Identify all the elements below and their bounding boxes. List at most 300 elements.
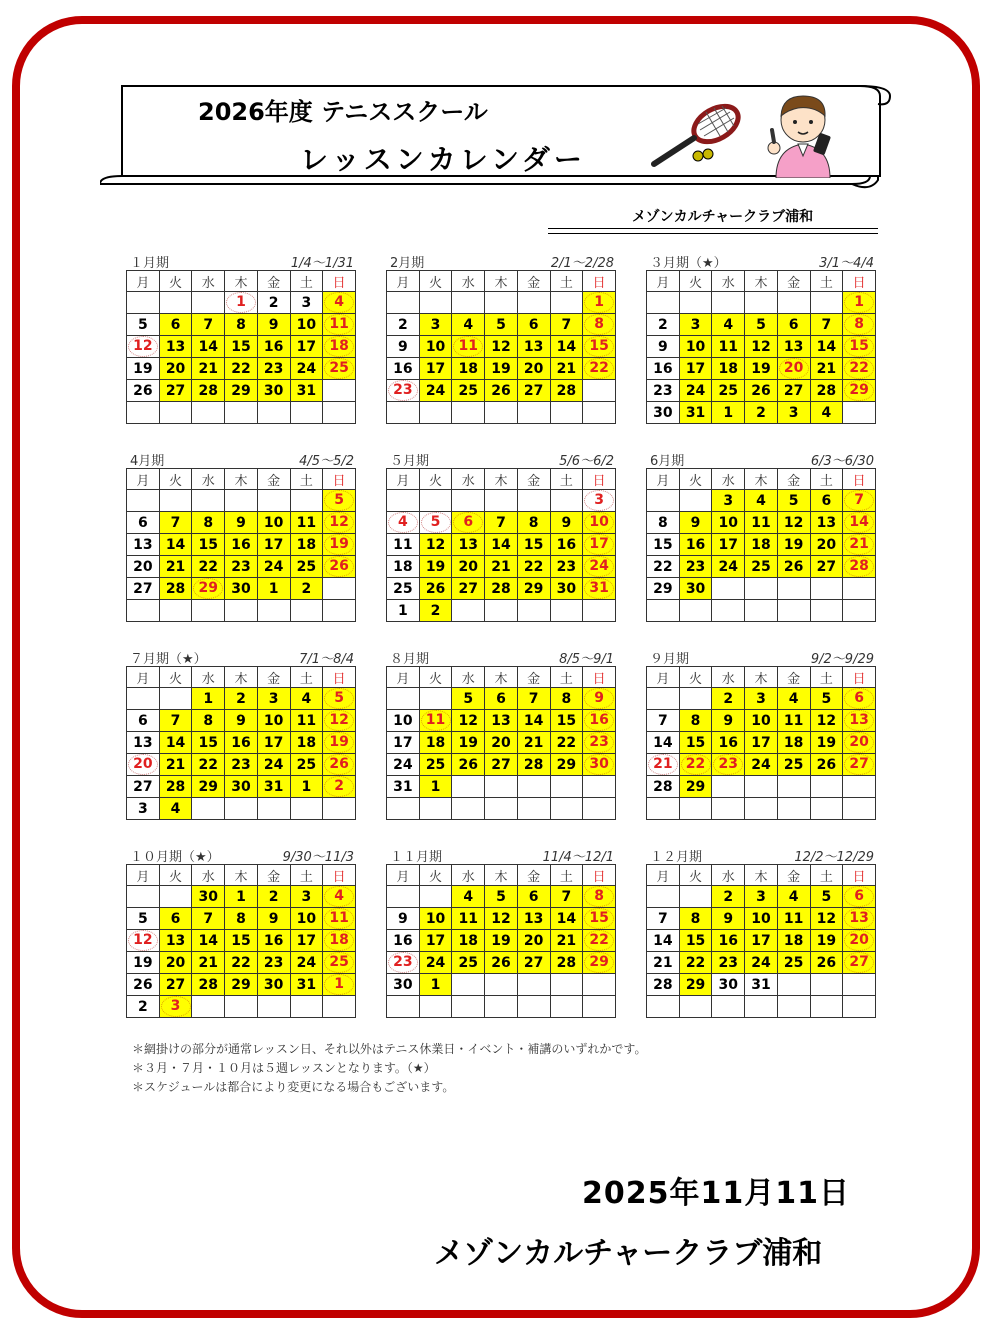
day-cell bbox=[127, 578, 160, 600]
day-number: 13 bbox=[844, 710, 874, 731]
day-number: 15 bbox=[584, 336, 614, 357]
day-cell bbox=[192, 754, 225, 776]
day-number: 28 bbox=[816, 382, 837, 399]
day-number: 24 bbox=[425, 382, 446, 399]
weekday-label: 水 bbox=[452, 469, 485, 490]
day-number: 3 bbox=[161, 996, 191, 1017]
day-cell bbox=[257, 556, 290, 578]
day-cell bbox=[387, 710, 420, 732]
week-row bbox=[647, 974, 876, 996]
month-table bbox=[646, 270, 876, 424]
day-cell bbox=[127, 908, 160, 930]
day-cell bbox=[712, 754, 745, 776]
day-number: 6 bbox=[844, 886, 874, 907]
weekday-label: 木 bbox=[485, 271, 518, 292]
week-row bbox=[127, 292, 356, 314]
month-table bbox=[126, 468, 356, 622]
weekday-label: 火 bbox=[679, 271, 712, 292]
month-header bbox=[126, 646, 356, 666]
day-number: 5 bbox=[821, 888, 832, 905]
day-cell bbox=[550, 886, 583, 908]
empty-cell bbox=[745, 776, 778, 798]
day-number: 31 bbox=[751, 976, 771, 993]
day-cell bbox=[550, 534, 583, 556]
day-cell bbox=[647, 974, 680, 996]
empty-cell bbox=[452, 490, 485, 512]
day-cell bbox=[225, 292, 258, 314]
day-number: 7 bbox=[844, 490, 874, 511]
day-number: 15 bbox=[584, 908, 614, 929]
empty-cell bbox=[517, 600, 550, 622]
weekday-label: 土 bbox=[550, 667, 583, 688]
day-number: 1 bbox=[236, 888, 246, 905]
day-cell bbox=[225, 952, 258, 974]
day-cell bbox=[517, 314, 550, 336]
week-row bbox=[127, 754, 356, 776]
day-cell bbox=[127, 930, 160, 952]
day-cell bbox=[159, 534, 192, 556]
day-number: 23 bbox=[231, 558, 251, 575]
day-number: 1 bbox=[324, 974, 354, 995]
day-cell bbox=[225, 380, 258, 402]
weekday-label: 月 bbox=[387, 667, 420, 688]
instructor-illustration bbox=[758, 86, 848, 182]
weekday-label: 日 bbox=[843, 271, 876, 292]
month-calendar bbox=[646, 844, 876, 1018]
weekday-label: 月 bbox=[387, 469, 420, 490]
empty-cell bbox=[127, 292, 160, 314]
day-cell bbox=[810, 534, 843, 556]
day-number: 27 bbox=[844, 754, 874, 775]
empty-cell bbox=[485, 292, 518, 314]
day-cell bbox=[257, 710, 290, 732]
month-name: ８月期 bbox=[390, 652, 430, 667]
day-cell bbox=[192, 776, 225, 798]
week-row bbox=[387, 930, 616, 952]
day-number: 19 bbox=[133, 954, 153, 971]
day-cell bbox=[387, 776, 420, 798]
empty-cell bbox=[679, 688, 712, 710]
day-cell bbox=[290, 556, 323, 578]
day-cell bbox=[225, 512, 258, 534]
day-number: 19 bbox=[751, 360, 771, 377]
day-number: 27 bbox=[165, 976, 186, 993]
week-row bbox=[127, 380, 356, 402]
day-cell bbox=[192, 908, 225, 930]
day-cell bbox=[810, 710, 843, 732]
day-cell bbox=[485, 358, 518, 380]
day-cell bbox=[810, 908, 843, 930]
day-cell bbox=[550, 358, 583, 380]
empty-cell bbox=[419, 886, 452, 908]
day-number: 9 bbox=[236, 712, 246, 729]
day-number: 18 bbox=[458, 932, 478, 949]
day-number: 16 bbox=[584, 710, 614, 731]
day-number: 3 bbox=[430, 316, 441, 333]
day-number: 12 bbox=[816, 712, 837, 729]
day-cell bbox=[517, 952, 550, 974]
day-number: 10 bbox=[751, 910, 771, 927]
day-number: 25 bbox=[458, 954, 478, 971]
weekday-label: 水 bbox=[452, 667, 485, 688]
weekday-header-row bbox=[127, 271, 356, 292]
week-row bbox=[387, 402, 616, 424]
month-name: ３月期（★） bbox=[650, 256, 727, 271]
empty-cell bbox=[843, 402, 876, 424]
month-table bbox=[646, 468, 876, 622]
day-cell bbox=[452, 754, 485, 776]
empty-cell bbox=[485, 402, 518, 424]
empty-cell bbox=[517, 798, 550, 820]
day-cell bbox=[225, 776, 258, 798]
day-cell bbox=[679, 908, 712, 930]
day-number: 19 bbox=[816, 734, 837, 751]
day-number: 10 bbox=[425, 910, 446, 927]
day-number: 17 bbox=[263, 734, 284, 751]
day-number: 30 bbox=[231, 580, 251, 597]
week-row bbox=[387, 732, 616, 754]
day-cell bbox=[257, 952, 290, 974]
day-cell bbox=[257, 380, 290, 402]
empty-cell bbox=[777, 974, 810, 996]
empty-cell bbox=[517, 974, 550, 996]
day-number: 7 bbox=[170, 712, 181, 729]
day-number: 12 bbox=[425, 536, 446, 553]
day-cell bbox=[257, 512, 290, 534]
day-number: 12 bbox=[491, 910, 511, 927]
day-number: 14 bbox=[491, 536, 511, 553]
day-cell bbox=[550, 732, 583, 754]
day-cell bbox=[810, 556, 843, 578]
day-number: 15 bbox=[685, 932, 706, 949]
day-cell bbox=[290, 578, 323, 600]
week-row bbox=[387, 886, 616, 908]
day-cell bbox=[843, 534, 876, 556]
weekday-header-row bbox=[647, 271, 876, 292]
day-cell bbox=[290, 512, 323, 534]
empty-cell bbox=[387, 688, 420, 710]
day-number: 27 bbox=[165, 382, 186, 399]
day-cell bbox=[290, 952, 323, 974]
day-cell bbox=[550, 512, 583, 534]
weekday-label: 火 bbox=[419, 271, 452, 292]
day-cell bbox=[745, 886, 778, 908]
day-number: 30 bbox=[653, 404, 673, 421]
day-cell bbox=[517, 336, 550, 358]
header-org-name: メゾンカルチャークラブ浦和 bbox=[632, 209, 814, 225]
day-number: 17 bbox=[425, 932, 446, 949]
day-cell bbox=[387, 534, 420, 556]
day-number: 6 bbox=[137, 514, 148, 531]
day-number: 17 bbox=[718, 536, 738, 553]
week-row bbox=[647, 336, 876, 358]
day-cell bbox=[647, 380, 680, 402]
day-cell bbox=[323, 886, 356, 908]
day-number: 23 bbox=[388, 952, 418, 973]
day-cell bbox=[810, 732, 843, 754]
weekday-label: 日 bbox=[583, 469, 616, 490]
month-calendar bbox=[126, 448, 356, 622]
day-cell bbox=[843, 490, 876, 512]
day-number: 28 bbox=[491, 580, 511, 597]
day-number: 28 bbox=[653, 778, 673, 795]
day-number: 7 bbox=[657, 910, 668, 927]
day-cell bbox=[192, 886, 225, 908]
day-cell bbox=[647, 908, 680, 930]
day-number: 15 bbox=[556, 712, 577, 729]
day-number: 22 bbox=[653, 558, 673, 575]
empty-cell bbox=[290, 402, 323, 424]
day-number: 2 bbox=[268, 294, 279, 311]
empty-cell bbox=[290, 490, 323, 512]
day-cell bbox=[712, 886, 745, 908]
weekday-label: 土 bbox=[550, 271, 583, 292]
day-cell bbox=[517, 380, 550, 402]
day-number: 24 bbox=[751, 954, 771, 971]
day-number: 1 bbox=[584, 292, 614, 313]
day-number: 2 bbox=[723, 888, 734, 905]
empty-cell bbox=[323, 402, 356, 424]
day-number: 10 bbox=[296, 316, 317, 333]
empty-cell bbox=[517, 996, 550, 1018]
day-number: 24 bbox=[685, 382, 706, 399]
month-range: 4/5〜5/2 bbox=[299, 454, 354, 469]
day-number: 16 bbox=[231, 734, 251, 751]
day-cell bbox=[192, 534, 225, 556]
day-cell bbox=[745, 754, 778, 776]
day-number: 7 bbox=[821, 316, 832, 333]
day-number: 20 bbox=[133, 558, 153, 575]
empty-cell bbox=[679, 996, 712, 1018]
day-number: 14 bbox=[556, 910, 577, 927]
day-number: 21 bbox=[198, 954, 218, 971]
empty-cell bbox=[127, 490, 160, 512]
day-cell bbox=[225, 710, 258, 732]
day-cell bbox=[745, 358, 778, 380]
day-number: 31 bbox=[296, 382, 317, 399]
day-cell bbox=[192, 688, 225, 710]
week-row bbox=[647, 292, 876, 314]
weekday-label: 日 bbox=[843, 667, 876, 688]
day-number: 31 bbox=[263, 778, 284, 795]
weekday-label: 水 bbox=[192, 865, 225, 886]
day-number: 9 bbox=[236, 514, 246, 531]
month-name: ９月期 bbox=[650, 652, 690, 667]
day-number: 17 bbox=[751, 734, 771, 751]
empty-cell bbox=[419, 490, 452, 512]
empty-cell bbox=[745, 600, 778, 622]
day-number: 21 bbox=[556, 932, 577, 949]
weekday-label: 水 bbox=[712, 271, 745, 292]
day-number: 26 bbox=[324, 556, 354, 577]
weekday-header-row bbox=[387, 469, 616, 490]
weekday-header-row bbox=[127, 667, 356, 688]
day-cell bbox=[583, 886, 616, 908]
day-cell bbox=[452, 314, 485, 336]
weekday-label: 日 bbox=[583, 865, 616, 886]
day-number: 20 bbox=[458, 558, 478, 575]
empty-cell bbox=[225, 490, 258, 512]
day-cell bbox=[647, 314, 680, 336]
day-cell bbox=[192, 710, 225, 732]
day-number: 21 bbox=[648, 754, 678, 775]
day-cell bbox=[127, 556, 160, 578]
day-cell bbox=[777, 490, 810, 512]
day-number: 9 bbox=[268, 910, 279, 927]
day-number: 19 bbox=[783, 536, 804, 553]
day-cell bbox=[290, 358, 323, 380]
day-cell bbox=[192, 578, 225, 600]
day-cell bbox=[517, 930, 550, 952]
day-cell bbox=[745, 314, 778, 336]
day-number: 17 bbox=[685, 360, 706, 377]
weekday-label: 月 bbox=[387, 271, 420, 292]
empty-cell bbox=[159, 490, 192, 512]
weekday-label: 金 bbox=[257, 865, 290, 886]
weekday-label: 水 bbox=[712, 667, 745, 688]
day-cell bbox=[127, 776, 160, 798]
week-row bbox=[387, 578, 616, 600]
empty-cell bbox=[647, 600, 680, 622]
empty-cell bbox=[647, 996, 680, 1018]
week-row bbox=[647, 380, 876, 402]
day-number: 1 bbox=[268, 580, 279, 597]
day-number: 8 bbox=[236, 910, 246, 927]
empty-cell bbox=[387, 996, 420, 1018]
day-cell bbox=[777, 754, 810, 776]
day-number: 19 bbox=[133, 360, 153, 377]
day-cell bbox=[647, 578, 680, 600]
day-cell bbox=[225, 974, 258, 996]
day-cell bbox=[583, 336, 616, 358]
empty-cell bbox=[452, 402, 485, 424]
day-number: 3 bbox=[301, 888, 312, 905]
day-cell bbox=[843, 314, 876, 336]
day-number: 10 bbox=[584, 512, 614, 533]
day-number: 26 bbox=[491, 954, 511, 971]
week-row bbox=[647, 600, 876, 622]
day-number: 11 bbox=[296, 712, 317, 729]
day-cell bbox=[843, 754, 876, 776]
day-number: 11 bbox=[718, 338, 738, 355]
empty-cell bbox=[810, 798, 843, 820]
empty-cell bbox=[452, 798, 485, 820]
day-number: 26 bbox=[816, 954, 837, 971]
month-calendar bbox=[126, 646, 356, 820]
day-number: 12 bbox=[128, 930, 158, 951]
day-cell bbox=[647, 776, 680, 798]
weekday-label: 土 bbox=[550, 469, 583, 490]
day-number: 24 bbox=[263, 756, 284, 773]
day-cell bbox=[517, 886, 550, 908]
day-number: 18 bbox=[718, 360, 738, 377]
empty-cell bbox=[745, 798, 778, 820]
weekday-label: 木 bbox=[225, 667, 258, 688]
weekday-label: 月 bbox=[647, 271, 680, 292]
day-number: 29 bbox=[685, 778, 706, 795]
day-cell bbox=[679, 380, 712, 402]
day-cell bbox=[583, 534, 616, 556]
month-range: 5/6〜6/2 bbox=[559, 454, 614, 469]
month-range: 9/2〜9/29 bbox=[810, 652, 874, 667]
day-cell bbox=[323, 732, 356, 754]
day-cell bbox=[712, 314, 745, 336]
day-cell bbox=[745, 534, 778, 556]
day-cell bbox=[745, 974, 778, 996]
day-cell bbox=[387, 512, 420, 534]
day-cell bbox=[712, 710, 745, 732]
day-number: 7 bbox=[528, 690, 539, 707]
day-cell bbox=[387, 314, 420, 336]
day-number: 2 bbox=[657, 316, 668, 333]
day-number: 4 bbox=[170, 800, 181, 817]
day-number: 6 bbox=[453, 512, 483, 533]
day-number: 27 bbox=[783, 382, 804, 399]
day-number: 29 bbox=[653, 580, 673, 597]
weekday-label: 月 bbox=[387, 865, 420, 886]
day-cell bbox=[810, 358, 843, 380]
day-cell bbox=[843, 292, 876, 314]
empty-cell bbox=[679, 490, 712, 512]
day-number: 16 bbox=[685, 536, 706, 553]
day-number: 31 bbox=[584, 578, 614, 599]
day-number: 1 bbox=[430, 778, 441, 795]
day-cell bbox=[517, 556, 550, 578]
day-cell bbox=[323, 974, 356, 996]
day-number: 30 bbox=[198, 888, 218, 905]
day-cell bbox=[159, 754, 192, 776]
empty-cell bbox=[225, 996, 258, 1018]
empty-cell bbox=[485, 798, 518, 820]
day-cell bbox=[257, 534, 290, 556]
empty-cell bbox=[712, 578, 745, 600]
day-number: 29 bbox=[584, 952, 614, 973]
week-row bbox=[647, 358, 876, 380]
empty-cell bbox=[257, 490, 290, 512]
day-number: 26 bbox=[133, 382, 153, 399]
empty-cell bbox=[323, 380, 356, 402]
day-number: 23 bbox=[685, 558, 706, 575]
day-cell bbox=[810, 754, 843, 776]
month-range: 3/1〜4/4 bbox=[819, 256, 874, 271]
day-cell bbox=[679, 952, 712, 974]
month-table bbox=[126, 666, 356, 820]
day-number: 22 bbox=[231, 360, 251, 377]
day-number: 2 bbox=[137, 998, 148, 1015]
empty-cell bbox=[419, 798, 452, 820]
empty-cell bbox=[550, 490, 583, 512]
empty-cell bbox=[777, 292, 810, 314]
month-range: 11/4〜12/1 bbox=[542, 850, 614, 865]
day-cell bbox=[647, 732, 680, 754]
footer-org-name: メゾンカルチャークラブ浦和 bbox=[434, 1236, 823, 1271]
day-cell bbox=[583, 688, 616, 710]
day-number: 18 bbox=[783, 932, 804, 949]
day-number: 27 bbox=[816, 558, 837, 575]
day-cell bbox=[843, 380, 876, 402]
day-number: 4 bbox=[324, 292, 354, 313]
day-cell bbox=[583, 908, 616, 930]
day-cell bbox=[550, 754, 583, 776]
month-table bbox=[386, 864, 616, 1018]
day-number: 1 bbox=[397, 602, 408, 619]
day-cell bbox=[810, 930, 843, 952]
month-calendar bbox=[386, 448, 616, 622]
day-number: 21 bbox=[491, 558, 511, 575]
empty-cell bbox=[583, 974, 616, 996]
week-row bbox=[647, 314, 876, 336]
weekday-header-row bbox=[647, 865, 876, 886]
